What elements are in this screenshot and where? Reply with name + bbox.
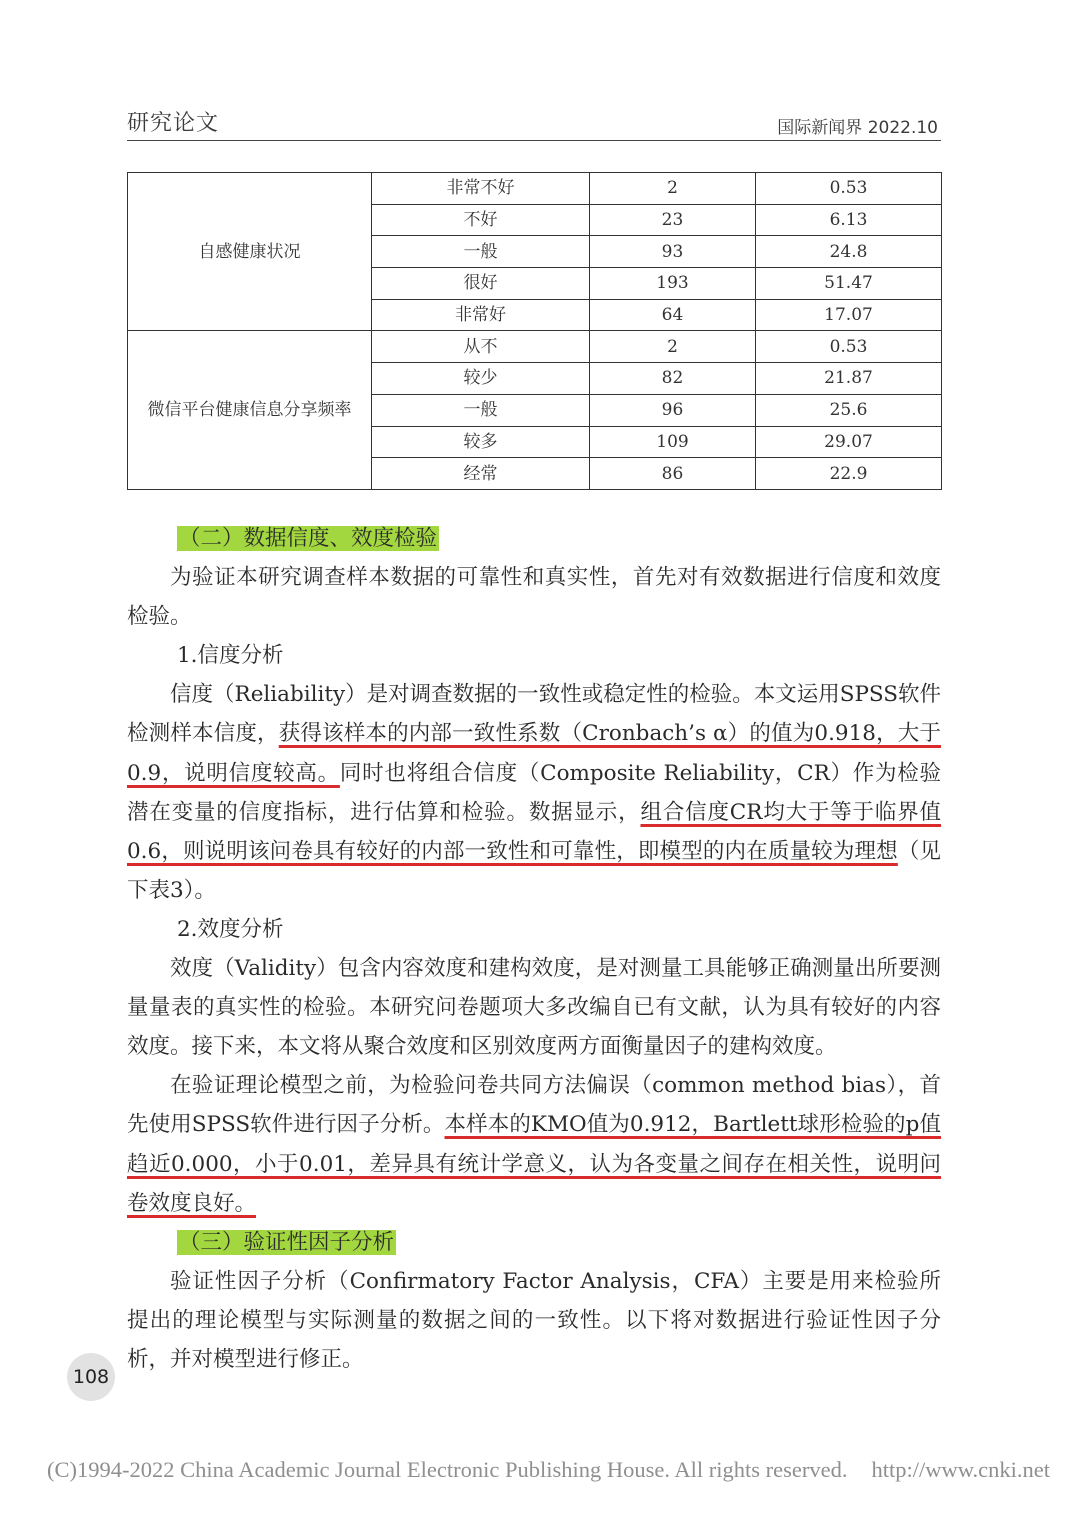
percent-cell: 0.53 bbox=[756, 173, 942, 205]
journal-issue bbox=[777, 113, 938, 138]
demographics-table bbox=[127, 172, 942, 490]
category-cell: 微信平台健康信息分享频率 bbox=[128, 331, 372, 489]
highlighted-heading: （二）数据信度、效度检验 bbox=[179, 526, 438, 551]
percent-cell: 24.8 bbox=[756, 236, 942, 268]
count-cell: 82 bbox=[590, 363, 756, 395]
underlined-finding: 组合信度CR均大于等于临界值0.6，则说明该问卷具有较好的内部一致性和可靠性，即模型的内在质量较为理想 bbox=[127, 799, 941, 864]
header-rule bbox=[127, 140, 941, 141]
category-cell: 自感健康状况 bbox=[128, 173, 372, 331]
running-head-title: 研究论文 bbox=[127, 111, 220, 136]
section-heading-3 bbox=[127, 1223, 941, 1262]
table-row bbox=[128, 331, 942, 363]
issue-number: 2022.10 bbox=[867, 118, 938, 138]
level-cell: 经常 bbox=[372, 458, 590, 490]
paragraph: 验证性因子分析（Confirmatory Factor Analysis，CFA）主要是用来检验所提出的理论模型与实际测量的数据之间的一致性。以下将对数据进行验证性因子分析，并对模型进行修正。 bbox=[127, 1268, 941, 1372]
count-cell: 2 bbox=[590, 173, 756, 205]
percent-cell: 6.13 bbox=[756, 204, 942, 236]
underlined-finding: 本样本的KMO值为0.912，Bartlett球形检验的p值趋近0.000，小于0.01，差异具有统计学意义，认为各变量之间存在相关性，说明问卷效度良好。 bbox=[127, 1112, 941, 1216]
level-cell: 较少 bbox=[372, 363, 590, 395]
percent-cell: 25.6 bbox=[756, 394, 942, 426]
count-cell: 64 bbox=[590, 299, 756, 331]
count-cell: 193 bbox=[590, 268, 756, 300]
level-cell: 不好 bbox=[372, 204, 590, 236]
percent-cell: 21.87 bbox=[756, 363, 942, 395]
percent-cell: 51.47 bbox=[756, 268, 942, 300]
table-row bbox=[128, 173, 942, 205]
article-body bbox=[127, 519, 941, 1379]
paragraph: 为验证本研究调查样本数据的可靠性和真实性，首先对有效数据进行信度和效度检验。 bbox=[127, 565, 941, 630]
level-cell: 从不 bbox=[372, 331, 590, 363]
percent-cell: 17.07 bbox=[756, 299, 942, 331]
copyright-text: (C)1994-2022 China Academic Journal Electronic Publishing House. All rights reserved. bbox=[47, 1457, 848, 1482]
level-cell: 较多 bbox=[372, 426, 590, 458]
highlighted-heading: （三）验证性因子分析 bbox=[179, 1229, 395, 1255]
level-cell: 非常好 bbox=[372, 299, 590, 331]
journal-name: 国际新闻界 bbox=[777, 118, 863, 138]
count-cell: 23 bbox=[590, 204, 756, 236]
paragraph-kmo bbox=[127, 1066, 941, 1222]
page-number-badge: 108 bbox=[67, 1353, 115, 1401]
count-cell: 109 bbox=[590, 426, 756, 458]
level-cell: 一般 bbox=[372, 394, 590, 426]
subheading-validity: 2.效度分析 bbox=[177, 916, 284, 942]
text-run: 信度（Reliability）是对调查数据的一致性或稳定性的检验。本文运用SPSS软件检测样本信度， bbox=[127, 682, 942, 747]
percent-cell: 22.9 bbox=[756, 458, 942, 490]
count-cell: 96 bbox=[590, 394, 756, 426]
copyright-line bbox=[47, 1457, 1080, 1483]
underlined-finding: 获得该样本的内部一致性系数（Cronbach’s α）的值为0.918，大于0.9，说明信度较高。 bbox=[127, 721, 941, 786]
percent-cell: 29.07 bbox=[756, 426, 942, 458]
count-cell: 86 bbox=[590, 458, 756, 490]
subheading-reliability: 1.信度分析 bbox=[177, 643, 284, 669]
text-run: 同时也将组合信度（Composite Reliability，CR）作为检验潜在变量的信度指标，进行估算和检验。数据显示， bbox=[127, 760, 941, 825]
level-cell: 一般 bbox=[372, 236, 590, 268]
section-heading-2 bbox=[127, 519, 941, 558]
count-cell: 93 bbox=[590, 236, 756, 268]
text-run: （见下表3）。 bbox=[127, 838, 941, 903]
level-cell: 很好 bbox=[372, 268, 590, 300]
count-cell: 2 bbox=[590, 331, 756, 363]
paragraph: 效度（Validity）包含内容效度和建构效度，是对测量工具能够正确测量出所要测量量表的真实性的检验。本研究问卷题项大多改编自已有文献，认为具有较好的内容效度。接下来，本文将从聚合效度和区别效度两方面衡量因子的建构效度。 bbox=[127, 956, 941, 1060]
cnki-url: http://www.cnki.net bbox=[871, 1457, 1051, 1482]
text-run: 在验证理论模型之前，为检验问卷共同方法偏误（common method bias），首先使用SPSS软件进行因子分析。 bbox=[127, 1073, 941, 1138]
percent-cell: 0.53 bbox=[756, 331, 942, 363]
paragraph-reliability bbox=[127, 675, 941, 910]
level-cell: 非常不好 bbox=[372, 173, 590, 205]
